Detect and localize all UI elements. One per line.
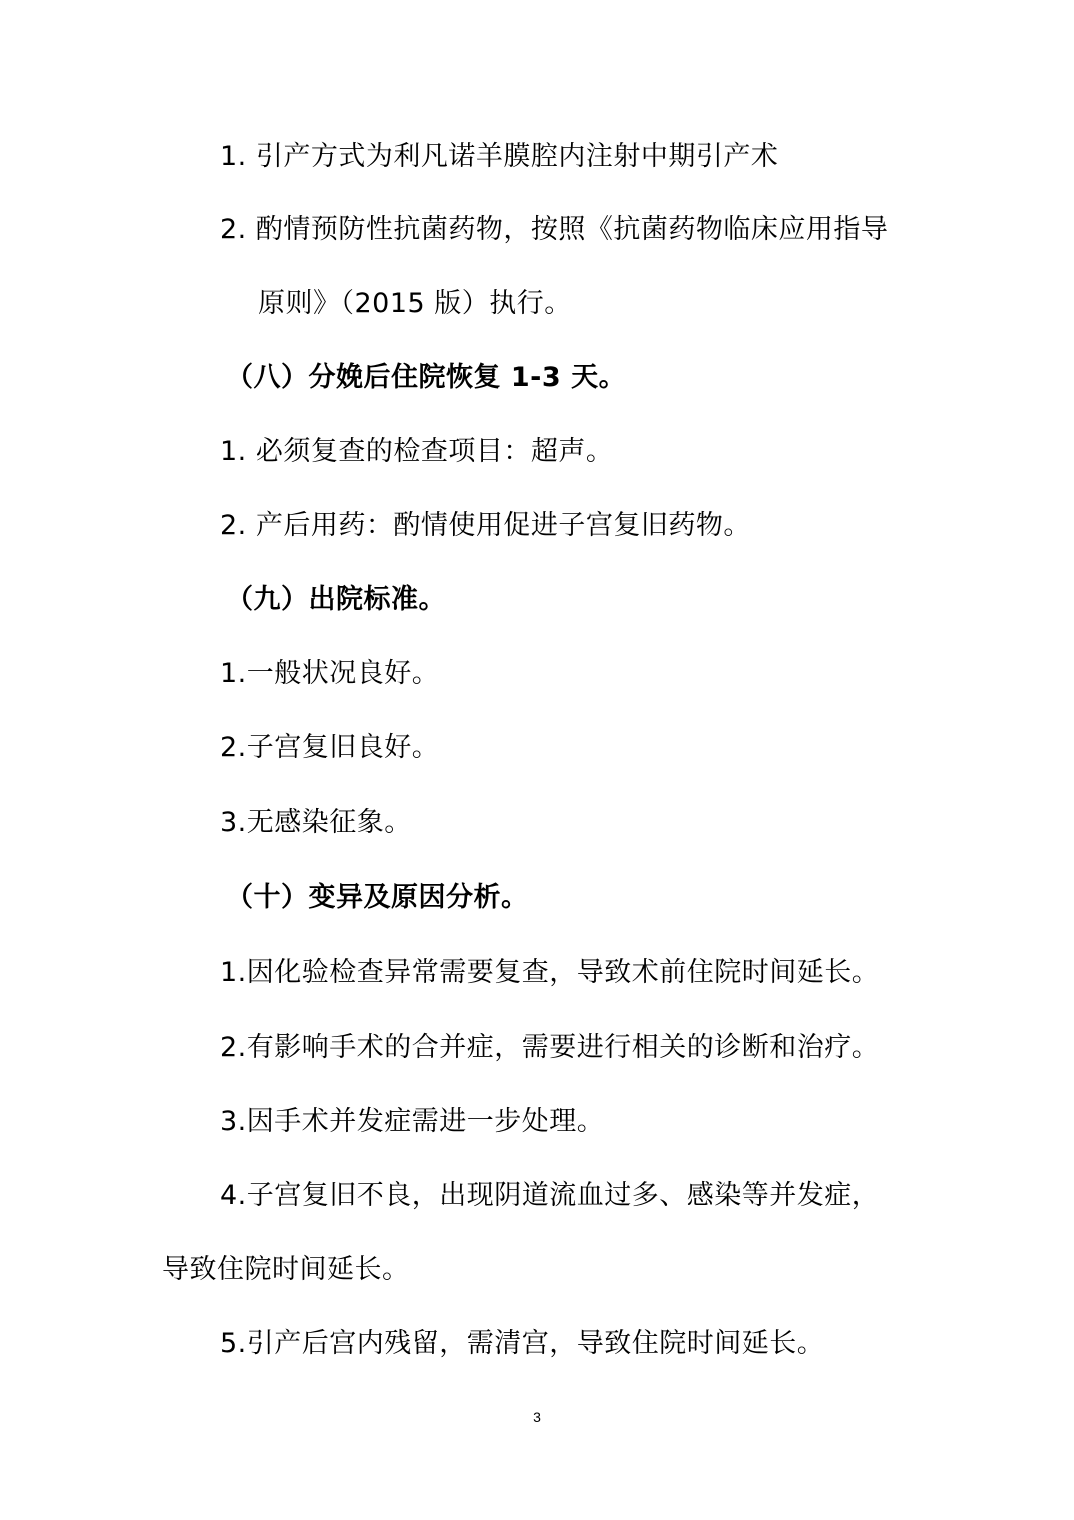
section-heading: （十）变异及原因分析。 (226, 882, 529, 913)
list-item: 2. 产后用药：酌情使用促进子宫复旧药物。 (220, 510, 751, 541)
page-number: 3 (533, 1409, 541, 1425)
list-item: 1. 必须复查的检查项目：超声。 (220, 436, 614, 467)
list-item: 2.子宫复旧良好。 (220, 732, 440, 763)
list-item-continuation: 导致住院时间延长。 (162, 1254, 410, 1285)
section-heading: （九）出院标准。 (226, 584, 446, 615)
section-heading: （八）分娩后住院恢复 1-3 天。 (226, 362, 627, 393)
list-item: 2. 酌情预防性抗菌药物，按照《抗菌药物临床应用指导 (220, 214, 889, 245)
list-item: 2.有影响手术的合并症，需要进行相关的诊断和治疗。 (220, 1032, 880, 1063)
list-item: 1.因化验检查异常需要复查，导致术前住院时间延长。 (220, 957, 880, 988)
list-item-continuation: 原则》（2015 版）执行。 (258, 288, 572, 319)
list-item: 4.子宫复旧不良，出现阴道流血过多、感染等并发症， (220, 1180, 880, 1211)
list-item: 3.因手术并发症需进一步处理。 (220, 1106, 605, 1137)
list-item: 1. 引产方式为利凡诺羊膜腔内注射中期引产术 (220, 141, 779, 172)
list-item: 3.无感染征象。 (220, 807, 412, 838)
list-item: 5.引产后宫内残留，需清宫，导致住院时间延长。 (220, 1328, 825, 1359)
list-item: 1.一般状况良好。 (220, 658, 440, 689)
